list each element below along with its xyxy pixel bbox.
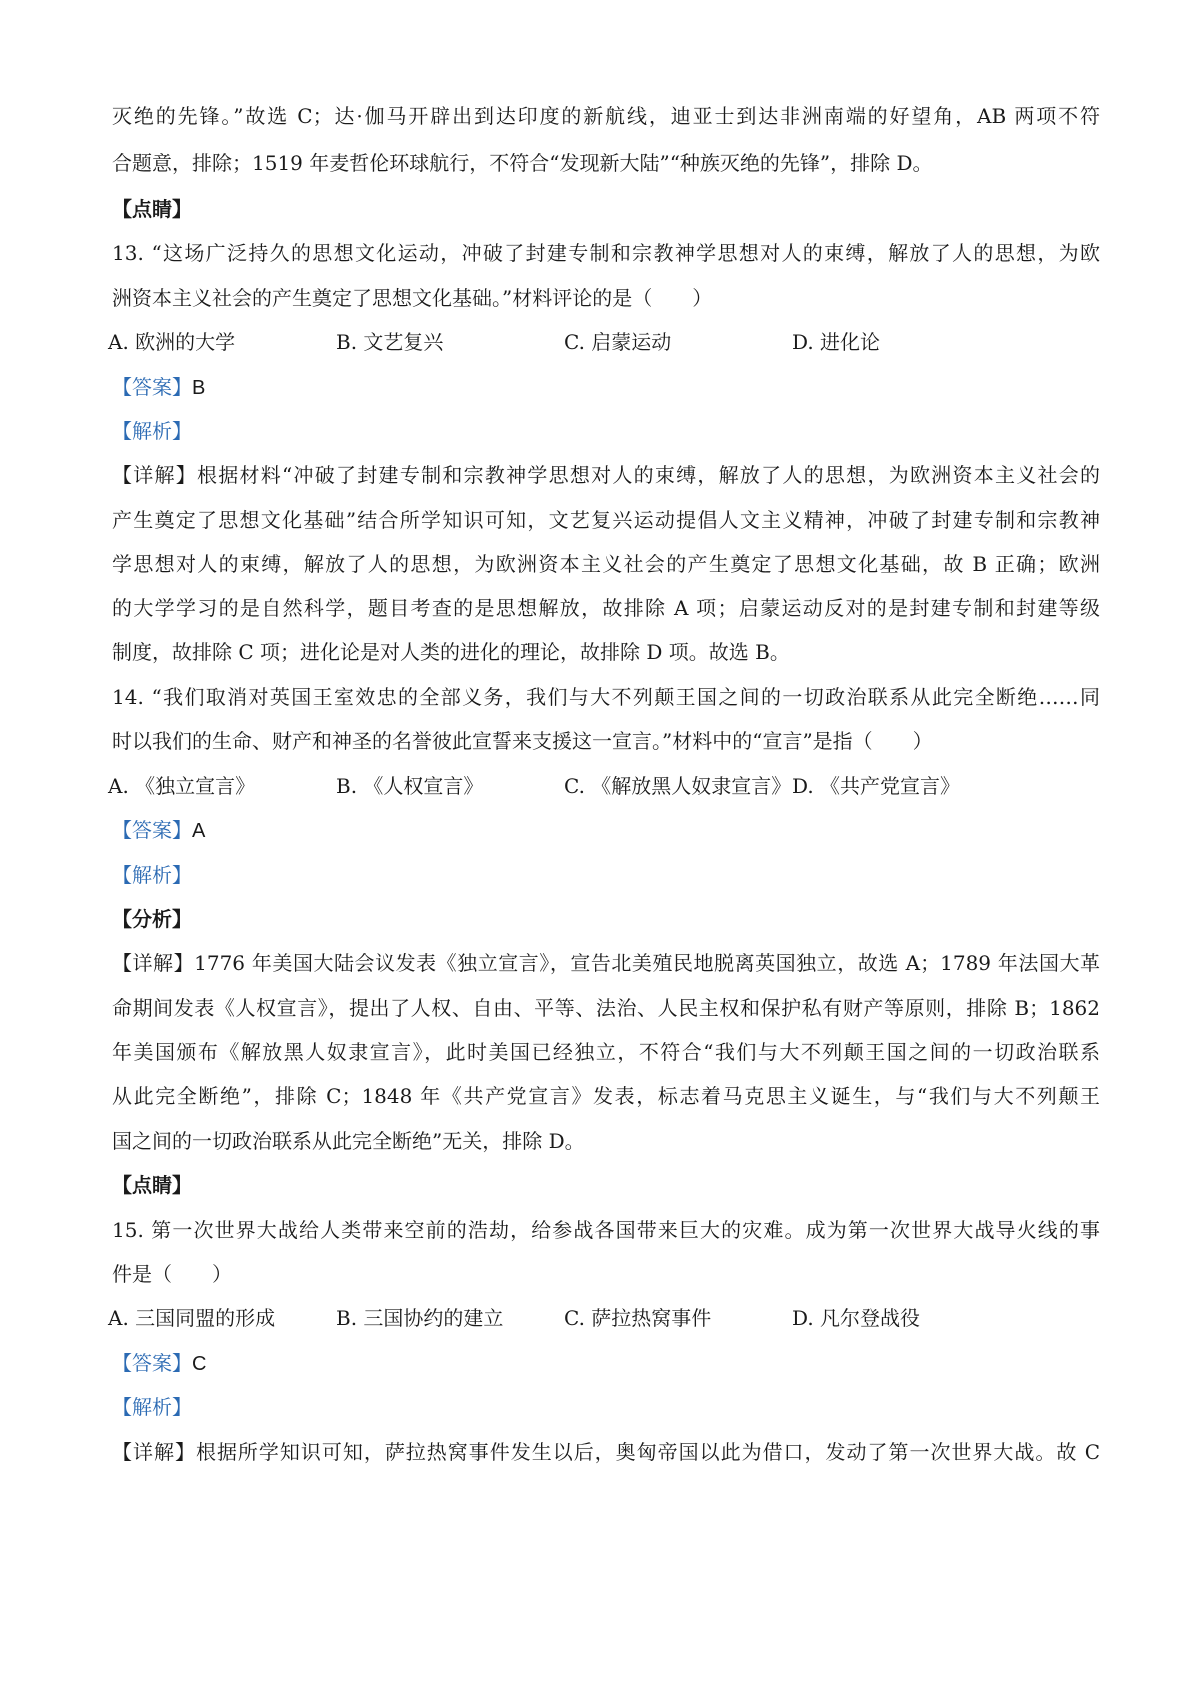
q15-analysis-label: 【解析】 (112, 1395, 192, 1419)
q15-option-a: A. 三国同盟的形成 (108, 1306, 276, 1330)
q14-detail-line-3: 年美国颁布《解放黑人奴隶宣言》，此时美国已经独立，不符合“我们与大不列颠王国之间的一切政治联系 (112, 1040, 1100, 1064)
q15-detail-line-1 (112, 1437, 1100, 1467)
q13-stem-line-1: 13. “这场广泛持久的思想文化运动，冲破了封建专制和宗教神学思想对人的束缚，解放了人的思想，为欧 (112, 241, 1100, 265)
q13-answer-label: 【答案】 (112, 375, 192, 399)
q13-option-a: A. 欧洲的大学 (108, 330, 236, 354)
q13-option-b: B. 文艺复兴 (336, 330, 444, 354)
q13-detail-label: 【详解】 (112, 463, 198, 487)
q15-detail-label: 【详解】 (112, 1440, 196, 1464)
q13-detail-line-3: 学思想对人的束缚，解放了人的思想，为欧洲资本主义社会的产生奠定了思想文化基础，故 B 正确；欧洲 (112, 552, 1100, 576)
q13-detail-line-4: 的大学学习的是自然科学，题目考查的是思想解放，故排除 A 项；启蒙运动反对的是封建专制和封建等级 (112, 596, 1100, 620)
q14-detail-line-2: 命期间发表《人权宣言》，提出了人权、自由、平等、法治、人民主权和保护私有财产等原则，排除 B；1862 (112, 996, 1100, 1020)
q14-fenxi-label: 【分析】 (112, 907, 192, 931)
q15-answer-value: C (192, 1353, 207, 1375)
q15-answer-label: 【答案】 (112, 1351, 192, 1375)
q14-detail-label: 【详解】 (112, 951, 195, 975)
q14-note-label: 【点睛】 (112, 1173, 192, 1197)
q14-stem-line-2: 时以我们的生命、财产和神圣的名誉彼此宣誓来支援这一宣言。”材料中的“宣言”是指（ ） (112, 729, 933, 753)
q15-option-c: C. 萨拉热窝事件 (564, 1306, 712, 1330)
q13-answer-value: B (192, 377, 206, 399)
q13-analysis-label: 【解析】 (112, 419, 192, 443)
q14-detail-line-5: 国之间的一切政治联系从此完全断绝”无关，排除 D。 (112, 1129, 585, 1153)
q14-detail-line-4: 从此完全断绝”，排除 C；1848 年《共产党宣言》发表，标志着马克思主义诞生，与“我们与大不列颠王 (112, 1084, 1100, 1108)
q14-option-d: D. 《共产党宣言》 (792, 774, 961, 798)
prev-detail-line-1: 灭绝的先锋。”故选 C；达·伽马开辟出到达印度的新航线，迪亚士到达非洲南端的好望角，AB 两项不符 (112, 104, 1100, 128)
q14-detail-line-1 (112, 948, 1100, 978)
q15-answer-row (112, 1348, 1100, 1378)
q13-detail-line-2: 产生奠定了思想文化基础”结合所学知识可知，文艺复兴运动提倡人文主义精神，冲破了封建专制和宗教神 (112, 508, 1100, 532)
note-label: 【点睛】 (112, 197, 192, 221)
q14-answer-row (112, 815, 1100, 845)
q15-option-b: B. 三国协约的建立 (336, 1306, 504, 1330)
q14-answer-label: 【答案】 (112, 818, 192, 842)
q13-option-d: D. 进化论 (792, 330, 881, 354)
q13-detail-line-1 (112, 460, 1100, 490)
q13-detail-text-1: 根据材料“冲破了封建专制和宗教神学思想对人的束缚，解放了人的思想，为欧洲资本主义社会的 (197, 463, 1100, 487)
prev-detail-line-2: 合题意，排除；1519 年麦哲伦环球航行，不符合“发现新大陆”“种族灭绝的先锋”，排除 D。 (112, 151, 933, 175)
q15-stem-line-1: 15. 第一次世界大战给人类带来空前的浩劫，给参战各国带来巨大的灾难。成为第一次世界大战导火线的事 (112, 1218, 1100, 1242)
q13-detail-line-5: 制度，故排除 C 项；进化论是对人类的进化的理论，故排除 D 项。故选 B。 (112, 640, 790, 664)
q14-option-b: B. 《人权宣言》 (336, 774, 484, 798)
q14-option-a: A. 《独立宣言》 (108, 774, 256, 798)
q15-stem-line-2: 件是（ ） (112, 1262, 232, 1286)
q14-detail-text-1: 1776 年美国大陆会议发表《独立宣言》，宣告北美殖民地脱离英国独立，故选 A；1789 年法国大革 (194, 951, 1100, 975)
q14-analysis-label: 【解析】 (112, 863, 192, 887)
q13-option-c: C. 启蒙运动 (564, 330, 672, 354)
q15-option-d: D. 凡尔登战役 (792, 1306, 921, 1330)
q15-detail-text-1: 根据所学知识可知，萨拉热窝事件发生以后，奥匈帝国以此为借口，发动了第一次世界大战。故 C (195, 1440, 1100, 1464)
q14-option-c: C. 《解放黑人奴隶宣言》 (564, 774, 792, 798)
q14-answer-value: A (192, 820, 206, 842)
q14-stem-line-1: 14. “我们取消对英国王室效忠的全部义务，我们与大不列颠王国之间的一切政治联系从此完全断绝……同 (112, 685, 1100, 709)
q13-stem-line-2: 洲资本主义社会的产生奠定了思想文化基础。”材料评论的是（ ） (112, 286, 713, 310)
q13-answer-row (112, 372, 1100, 402)
